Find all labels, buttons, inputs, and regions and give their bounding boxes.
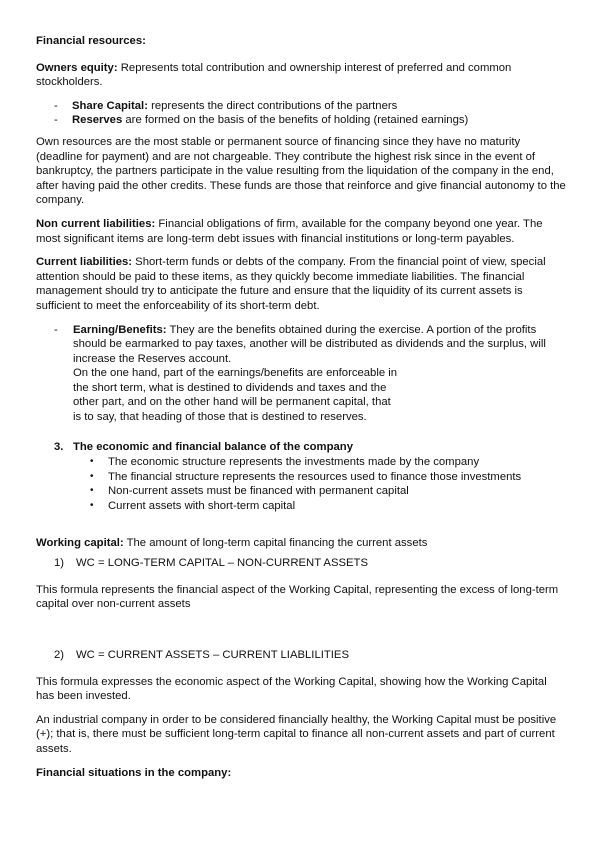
earnings-extra-line: other part, and on the other hand will be permanent capital, that (73, 396, 391, 409)
list-item (36, 499, 566, 514)
industrial-company-paragraph: An industrial company in order to be considered financially healthy, the Working Capital must be positive (+); that is, there must be sufficient long-term capital to finance all non-current assets and part of current assets. (36, 713, 557, 755)
earnings-extra-line: On the one hand, part of the earnings/benefits are enforceable in (73, 367, 398, 380)
list-item-text: The financial structure represents the resources used to finance those investments (108, 470, 522, 483)
earnings-extra-line: the short term, what is destined to dividends and taxes and the (73, 381, 387, 394)
balance-list (36, 455, 566, 513)
formula-text: WC = LONG-TERM CAPITAL – NON-CURRENT ASSETS (76, 557, 368, 570)
list-item (36, 99, 566, 114)
formula-marker: 2) (54, 649, 65, 661)
reserves-label: Reserves (72, 114, 123, 127)
formula-2-explanation: This formula expresses the economic aspect of the Working Capital, showing how the Working Capital has been invested. (36, 675, 547, 703)
earnings-paragraph (73, 323, 566, 367)
financial-situations-heading: Financial situations in the company: (36, 766, 232, 779)
current-label: Current liabilities: (36, 256, 133, 269)
balance-heading-text: The economic and financial balance of the company (73, 440, 353, 453)
formula-marker: 1) (54, 557, 65, 570)
current-liabilities-paragraph (36, 255, 566, 313)
dash-marker: - (54, 114, 58, 127)
list-item-text: Current assets with short-term capital (108, 500, 296, 513)
earnings-item (36, 323, 566, 425)
share-capital-text: represents the direct contributions of the partners (147, 99, 398, 112)
non-current-liabilities-paragraph (36, 217, 566, 246)
bullet-icon: • (90, 470, 94, 482)
non-current-label: Non current liabilities: (36, 217, 156, 230)
earnings-label: Earning/Benefits: (73, 323, 167, 336)
earnings-extra-line: is to say, that heading of those that is destined to reserves. (73, 411, 367, 424)
list-item (36, 470, 566, 485)
earnings-text: They are the benefits obtained during the exercise. A portion of the profits should be earmarked to pay taxes, another will be distributed as dividends and the surplus, will increase the Reserves account. (73, 323, 546, 365)
working-capital-label: Working capital: (36, 536, 124, 549)
share-capital-label: Share Capital: (72, 99, 148, 112)
number-marker: 3. (54, 440, 64, 453)
reserves-text: are formed on the basis of the benefits of holding (retained earnings) (122, 114, 469, 127)
owners-equity-text: Represents total contribution and ownership interest of preferred and common stockholders. (36, 61, 512, 89)
document-page (36, 34, 566, 780)
dash-marker: - (54, 99, 58, 112)
list-item-text: The economic structure represents the investments made by the company (108, 456, 480, 469)
bullet-icon: • (90, 485, 94, 497)
section-title: Financial resources: (36, 35, 146, 47)
bullet-icon: • (90, 456, 94, 468)
balance-heading (36, 440, 566, 455)
list-item (36, 484, 566, 499)
current-text: Short-term funds or debts of the company. From the financial point of view, special attention should be paid to these items, as they quickly become immediate liabilities. The financial management should try to anticipate the future and ensure that the liquidity of its current assets is sufficient to meet the enforceability of its short-term debt. (36, 256, 546, 312)
working-capital-text: The amount of long-term capital financing the current assets (123, 536, 428, 549)
owners-equity-paragraph (36, 61, 566, 90)
formula-text: WC = CURRENT ASSETS – CURRENT LIABLILITIES (76, 649, 349, 661)
formula-2 (36, 648, 566, 663)
owners-equity-label: Owners equity: (36, 61, 118, 74)
list-item (36, 455, 566, 470)
own-resources-paragraph: Own resources are the most stable or permanent source of financing since they have no maturity (deadline for payment) and are not chargeable. They contribute the highest risk since in the event of bankruptcy, the partners participate in the value resulting from the liquidation of the company in the end, after having paid the other credits. These funds are those that reinforce and give financial autonomy to the company. (36, 135, 566, 207)
formula-1 (36, 556, 566, 571)
formula-1-explanation: This formula represents the financial aspect of the Working Capital, representing the excess of long-term capital over non-current assets (36, 583, 559, 611)
non-current-text: Financial obligations of firm, available for the company beyond one year. The most significant items are long-term debt issues with financial institutions or long-term payables. (36, 217, 543, 245)
list-item (36, 113, 566, 128)
bullet-icon: • (90, 500, 94, 512)
list-item-text: Non-current assets must be financed with permanent capital (108, 485, 409, 498)
dash-marker: - (54, 323, 58, 336)
owners-equity-list (36, 99, 566, 128)
working-capital-paragraph (36, 536, 566, 551)
spacer (36, 612, 566, 642)
